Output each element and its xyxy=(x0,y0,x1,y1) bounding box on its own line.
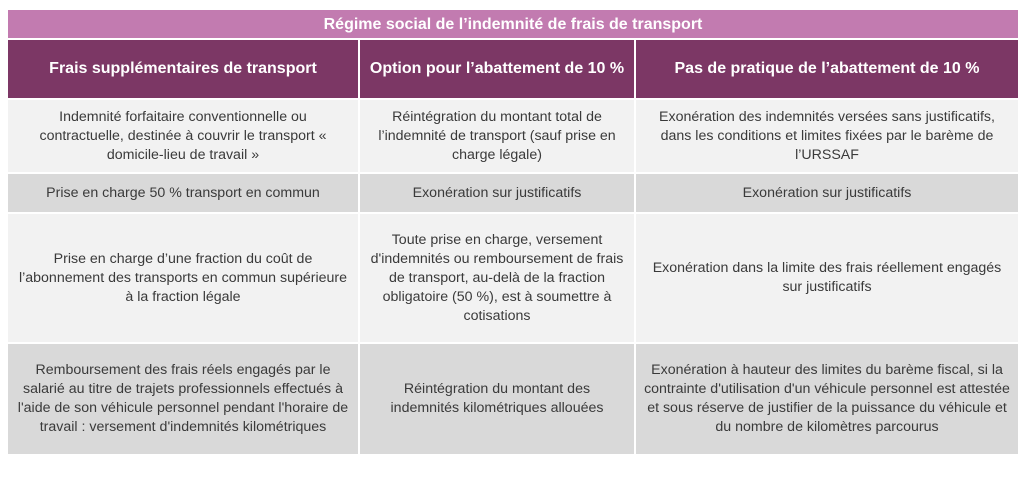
row-2-abatement: Exonération sur justificatifs xyxy=(359,173,635,213)
table-row xyxy=(7,173,1019,213)
row-2-cost-type: Prise en charge 50 % transport en commun xyxy=(7,173,359,213)
transport-allowance-table xyxy=(6,8,1020,456)
row-4-abatement: Réintégration du montant des indemnités kilométriques allouées xyxy=(359,343,635,455)
table-row xyxy=(7,99,1019,173)
row-1-abatement: Réintégration du montant total de l’indemnité de transport (sauf prise en charge légale) xyxy=(359,99,635,173)
row-3-no-abatement: Exonération dans la limite des frais réellement engagés sur justificatifs xyxy=(635,213,1019,343)
header-transport-costs: Frais supplémentaires de transport xyxy=(7,39,359,99)
row-4-no-abatement: Exonération à hauteur des limites du barème fiscal, si la contrainte d'utilisation d'un véhicule personnel est attestée et sous réserve de justifier de la puissance du véhicule et du nombre de kilomètres parcourus xyxy=(635,343,1019,455)
row-3-abatement: Toute prise en charge, versement d'indemnités ou remboursement de frais de transport, au-delà de la fraction obligatoire (50 %), est à soumettre à cotisations xyxy=(359,213,635,343)
row-2-no-abatement: Exonération sur justificatifs xyxy=(635,173,1019,213)
table-header-row xyxy=(7,39,1019,99)
row-4-cost-type: Remboursement des frais réels engagés par le salarié au titre de trajets professionnels effectués à l'aide de son véhicule personnel pendant l'horaire de travail : versement d'indemnités kilométriques xyxy=(7,343,359,455)
row-3-cost-type: Prise en charge d’une fraction du coût de l’abonnement des transports en commun supérieure à la fraction légale xyxy=(7,213,359,343)
table-title-row xyxy=(7,9,1019,39)
table-row xyxy=(7,343,1019,455)
row-1-cost-type: Indemnité forfaitaire conventionnelle ou contractuelle, destinée à couvrir le transport « domicile-lieu de travail » xyxy=(7,99,359,173)
table-row xyxy=(7,213,1019,343)
header-no-abatement: Pas de pratique de l’abattement de 10 % xyxy=(635,39,1019,99)
header-abatement-option: Option pour l’abattement de 10 % xyxy=(359,39,635,99)
row-1-no-abatement: Exonération des indemnités versées sans justificatifs, dans les conditions et limites fixées par le barème de l’URSSAF xyxy=(635,99,1019,173)
table-title: Régime social de l’indemnité de frais de transport xyxy=(7,9,1019,39)
transport-allowance-table-wrapper xyxy=(6,8,1018,474)
